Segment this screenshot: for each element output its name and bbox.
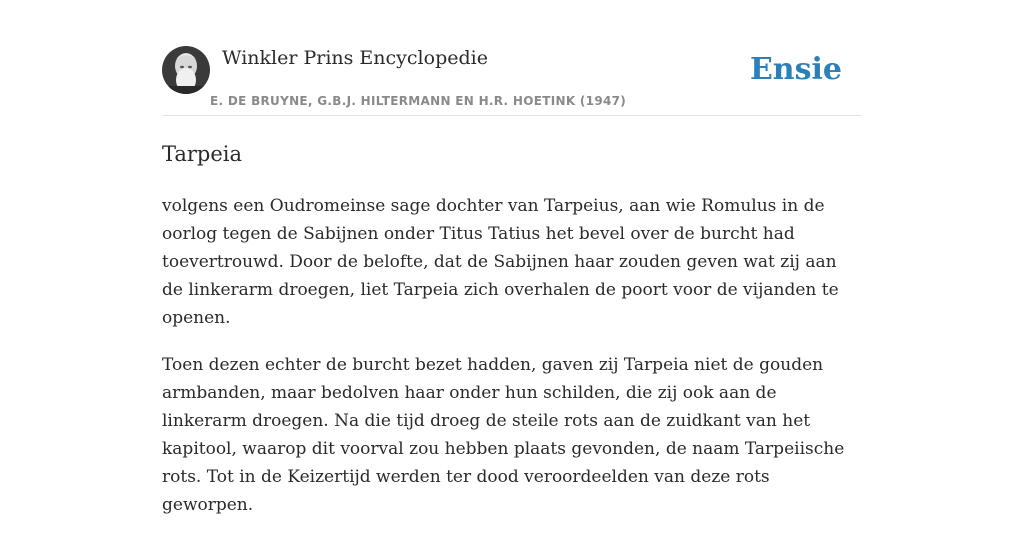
article-body bbox=[162, 192, 862, 538]
paragraph: Toen dezen echter de burcht bezet hadden, gaven zij Tarpeia niet de gouden armbanden, maar bedolven haar onder hun schilden, die zij ook aan de linkerarm droegen. Na die tijd droeg de steile rots aan de zuidkant van het kapitool, waarop dit voorval zou hebben plaats gevonden, de naam Tarpeiische rots. Tot in de Keizertijd werden ter dood veroordeelden van deze rots geworpen. bbox=[162, 355, 845, 515]
brand-logo[interactable]: Ensie bbox=[749, 52, 842, 87]
avatar[interactable] bbox=[162, 46, 210, 94]
header bbox=[162, 46, 862, 116]
article-title: Tarpeia bbox=[162, 142, 243, 166]
paragraph: volgens een Oudromeinse sage dochter van Tarpeius, aan wie Romulus in de oorlog tegen de Sabijnen onder Titus Tatius het bevel over de burcht had toevertrouwd. Door de belofte, dat de Sabijnen haar zouden geven wat zij aan de linkerarm droegen, liet Tarpeia zich overhalen de poort voor de vijanden te openen. bbox=[162, 196, 839, 328]
page bbox=[162, 0, 862, 515]
authors-line: E. DE BRUYNE, G.B.J. HILTERMANN EN H.R. HOETINK (1947) bbox=[210, 94, 627, 108]
author-portrait-icon bbox=[162, 46, 210, 94]
encyclopedia-title[interactable]: Winkler Prins Encyclopedie bbox=[222, 47, 488, 69]
